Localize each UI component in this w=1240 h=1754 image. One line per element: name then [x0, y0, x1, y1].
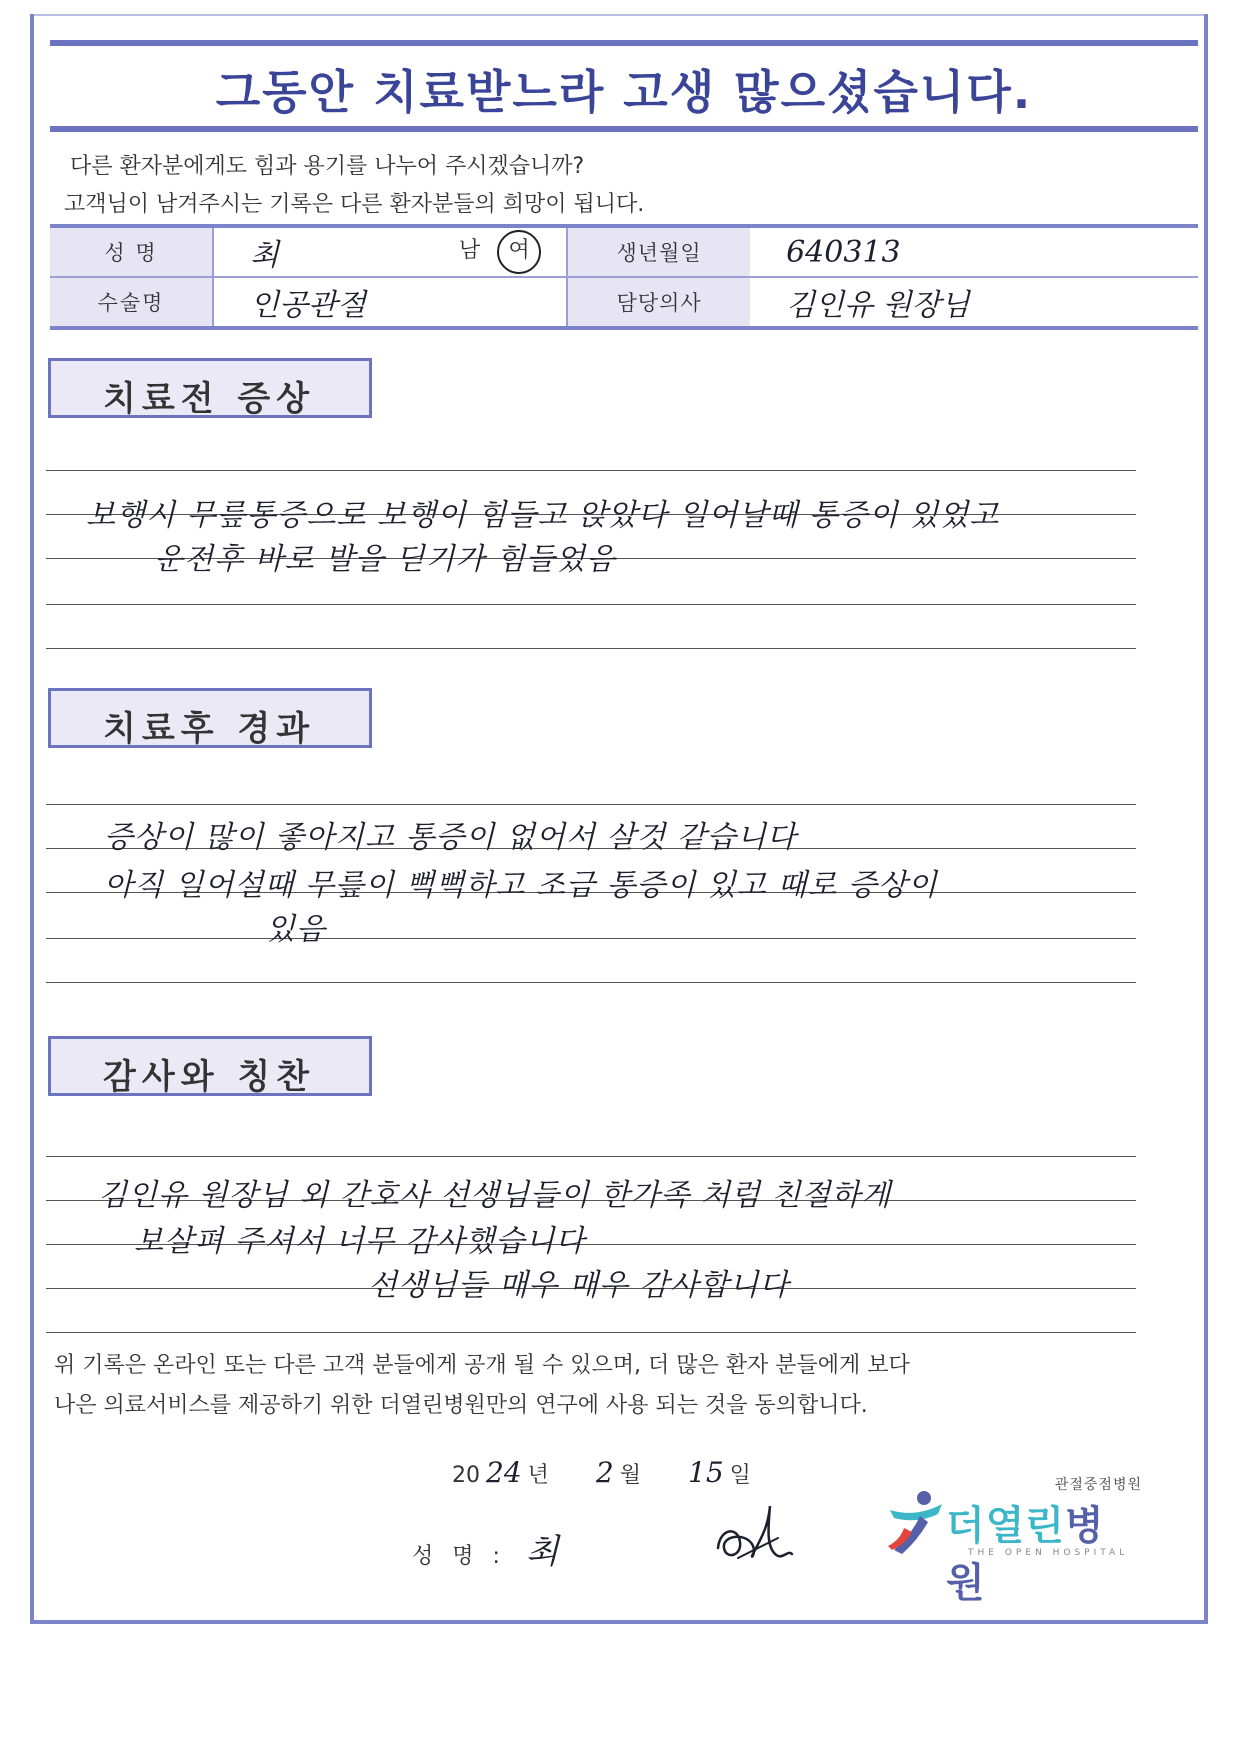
gender-male: 남	[458, 238, 481, 263]
page-title: 그동안 치료받느라 고생 많으셨습니다.	[215, 65, 1033, 119]
section-before-lines	[46, 470, 1136, 660]
section-before-heading: 치료전 증상	[103, 379, 316, 419]
info-row-2	[50, 277, 1198, 328]
title-rule-bottom	[50, 126, 1198, 132]
ruled-line	[46, 1332, 1136, 1333]
date-day: 15	[688, 1456, 724, 1489]
name-cell	[213, 226, 567, 277]
after-line-1: 증상이 많이 좋아지고 통증이 없어서 살것 같습니다	[104, 820, 797, 855]
ruled-line	[46, 804, 1136, 805]
thanks-line-1: 김인유 원장님 외 간호사 선생님들이 한가족 처럼 친절하게	[98, 1178, 892, 1213]
ruled-line	[46, 470, 1136, 471]
surgery-cell	[213, 277, 567, 328]
gender-female-circled: 여	[497, 230, 541, 274]
title-band	[50, 40, 1198, 132]
intro-line-2: 고객님이 남겨주시는 기록은 다른 환자분들의 희망이 됩니다.	[64, 192, 645, 217]
signature-mark	[708, 1498, 798, 1578]
surgery-label: 수술명	[50, 277, 213, 328]
person-figure-icon	[884, 1488, 948, 1558]
consent-text	[54, 1346, 910, 1426]
gender-field	[459, 230, 541, 274]
after-line-3: 있음	[266, 912, 326, 947]
doctor-cell	[750, 277, 1198, 328]
before-line-2: 운전후 바로 발을 딛기가 힘들었음	[154, 542, 616, 577]
date-year-prefix: 20	[452, 1463, 480, 1488]
date-year: 24	[486, 1456, 522, 1489]
after-line-2: 아직 일어설때 무릎이 뻑뻑하고 조금 통증이 있고 때로 증상이	[104, 868, 938, 903]
date-month: 2	[595, 1456, 614, 1489]
date-year-unit: 년	[527, 1463, 549, 1488]
ruled-line	[46, 982, 1136, 983]
date-month-unit: 월	[619, 1463, 641, 1488]
thanks-line-3: 선생님들 매우 매우 감사합니다	[368, 1268, 790, 1303]
section-thanks-heading: 감사와 칭찬	[103, 1057, 316, 1097]
ruled-line	[46, 604, 1136, 605]
info-row-1	[50, 226, 1198, 277]
section-before-heading-box	[48, 358, 372, 418]
doctor-label: 담당의사	[567, 277, 750, 328]
section-thanks-lines	[46, 1156, 1136, 1336]
consent-line-2: 나은 의료서비스를 제공하기 위한 더열린병원만의 연구에 사용 되는 것을 동의합니다.	[54, 1393, 868, 1418]
logo-english-name: THE OPEN HOSPITAL	[968, 1548, 1129, 1558]
section-thanks-heading-box	[48, 1036, 372, 1096]
hospital-logo	[884, 1474, 1144, 1606]
before-line-1: 보행시 무릎통증으로 보행이 힘들고 앉았다 일어날때 통증이 있었고	[86, 498, 1000, 533]
section-after-lines	[46, 804, 1136, 994]
name-value: 최	[250, 238, 279, 273]
title-rule-top	[50, 40, 1198, 46]
section-after-heading-box	[48, 688, 372, 748]
signer-name: 최	[525, 1532, 559, 1572]
signer-label: 성 명 :	[412, 1544, 506, 1569]
section-after-heading: 치료후 경과	[103, 709, 316, 749]
ruled-line	[46, 1156, 1136, 1157]
date-day-unit: 일	[729, 1463, 751, 1488]
birth-label: 생년월일	[567, 226, 750, 277]
logo-name-part1: 더열린	[946, 1503, 1065, 1549]
name-label: 성 명	[50, 226, 213, 277]
logo-name-part2: 병원	[946, 1503, 1105, 1606]
consent-line-1: 위 기록은 온라인 또는 다른 고객 분들에게 공개 될 수 있으며, 더 많은 환자 분들에게 보다	[54, 1353, 910, 1378]
doctor-value: 김인유 원장님	[786, 288, 970, 323]
intro-text	[64, 148, 645, 224]
birth-value: 640313	[786, 234, 901, 270]
date-field	[452, 1456, 751, 1489]
ruled-line	[46, 938, 1136, 939]
surgery-value: 인공관절	[250, 288, 366, 323]
patient-info-table	[50, 224, 1198, 330]
logo-tagline: 관절중점병원	[1054, 1477, 1142, 1493]
thanks-line-2: 보살펴 주셔서 너무 감사했습니다	[134, 1224, 586, 1259]
intro-line-1: 다른 환자분에게도 힘과 용기를 나누어 주시겠습니까?	[70, 154, 585, 179]
ruled-line	[46, 648, 1136, 649]
birth-cell	[750, 226, 1198, 277]
signer-field	[412, 1524, 559, 1573]
